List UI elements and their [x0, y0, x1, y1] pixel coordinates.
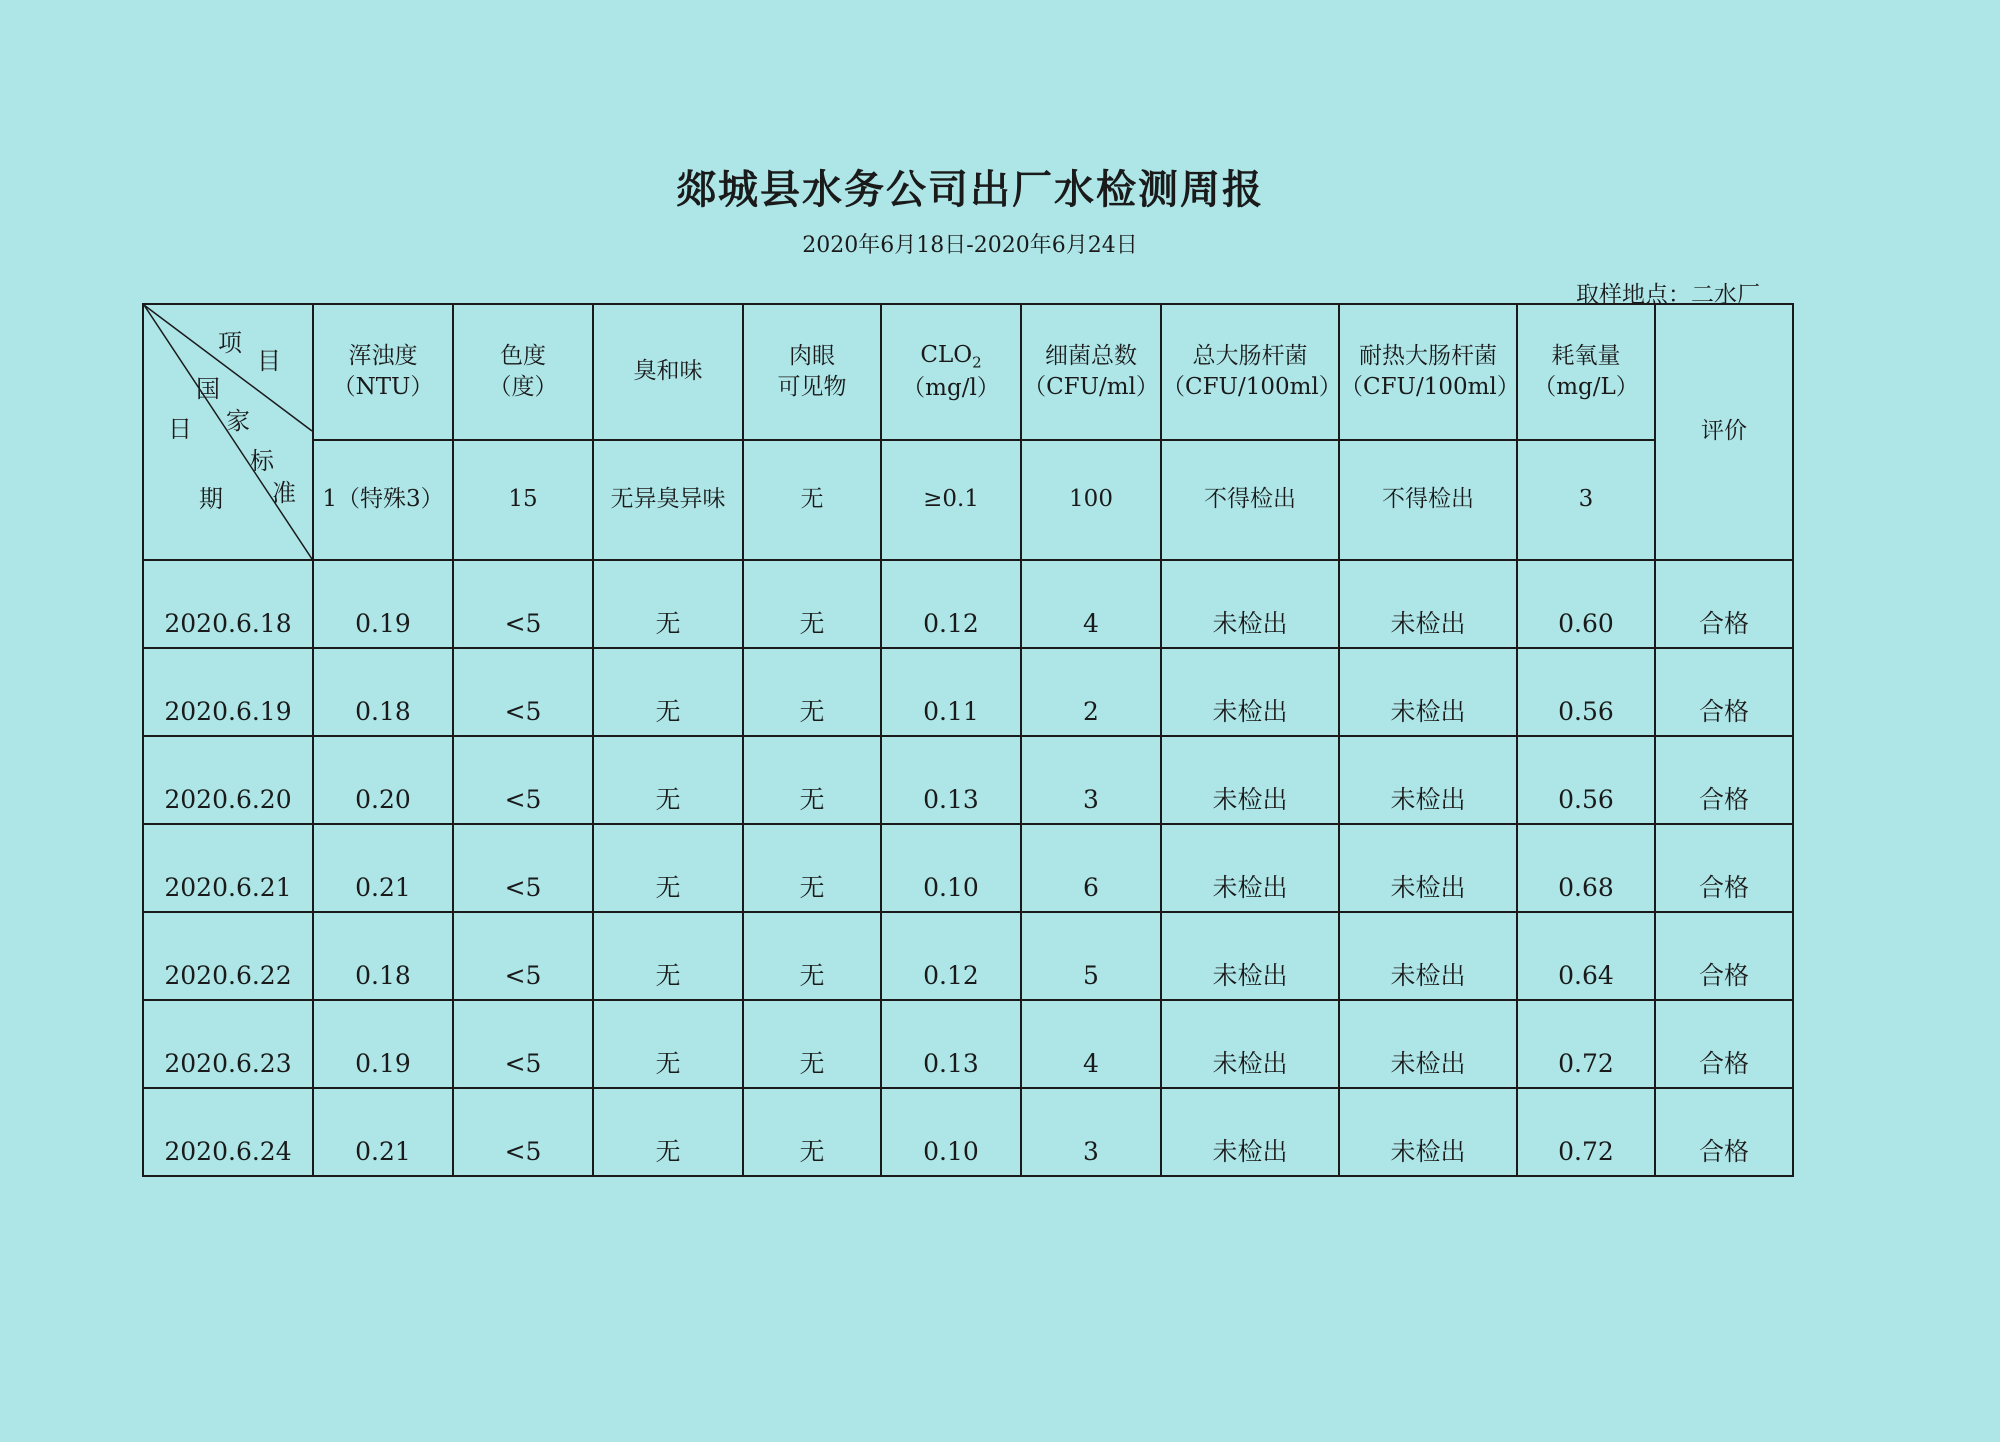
table-row — [143, 912, 1793, 1000]
cell-odor: 无 — [593, 912, 743, 1000]
standard-color: 15 — [453, 440, 593, 560]
standard-coliform: 不得检出 — [1161, 440, 1339, 560]
cell-odor: 无 — [593, 736, 743, 824]
table-row — [143, 824, 1793, 912]
cell-eval: 合格 — [1655, 1000, 1793, 1088]
cell-coliform: 未检出 — [1161, 560, 1339, 648]
corner-std-char-3: 标 — [250, 447, 274, 475]
cell-color: <5 — [453, 912, 593, 1000]
cell-bacteria: 5 — [1021, 912, 1161, 1000]
cell-date: 2020.6.22 — [143, 912, 313, 1000]
cell-eval: 合格 — [1655, 1088, 1793, 1176]
cell-visible: 无 — [743, 648, 881, 736]
header-visible: 肉眼 可见物 — [743, 304, 881, 440]
corner-item-char-2: 目 — [257, 347, 281, 375]
cell-turbidity: 0.21 — [313, 1088, 453, 1176]
water-test-table — [142, 303, 1794, 1177]
cell-turbidity: 0.19 — [313, 560, 453, 648]
corner-std-char-2: 家 — [226, 407, 250, 435]
standard-bacteria: 100 — [1021, 440, 1161, 560]
cell-eval: 合格 — [1655, 736, 1793, 824]
standard-thermo-coliform: 不得检出 — [1339, 440, 1517, 560]
date-range: 2020年6月18日-2020年6月24日 — [802, 233, 1138, 258]
corner-std-char-1: 国 — [196, 375, 220, 403]
cell-visible: 无 — [743, 1088, 881, 1176]
standard-turbidity: 1（特殊3） — [313, 440, 453, 560]
cell-coliform: 未检出 — [1161, 1088, 1339, 1176]
cell-clo2: 0.12 — [881, 560, 1021, 648]
cell-coliform: 未检出 — [1161, 736, 1339, 824]
header-turbidity: 浑浊度 （NTU） — [313, 304, 453, 440]
standard-oxygen: 3 — [1517, 440, 1655, 560]
cell-oxygen: 0.56 — [1517, 648, 1655, 736]
corner-item-char-1: 项 — [218, 329, 242, 357]
cell-odor: 无 — [593, 560, 743, 648]
header-color: 色度 （度） — [453, 304, 593, 440]
cell-color: <5 — [453, 1088, 593, 1176]
cell-thermo-coliform: 未检出 — [1339, 1088, 1517, 1176]
cell-turbidity: 0.18 — [313, 648, 453, 736]
cell-color: <5 — [453, 648, 593, 736]
cell-oxygen: 0.64 — [1517, 912, 1655, 1000]
cell-bacteria: 3 — [1021, 1088, 1161, 1176]
cell-thermo-coliform: 未检出 — [1339, 736, 1517, 824]
cell-bacteria: 4 — [1021, 1000, 1161, 1088]
cell-thermo-coliform: 未检出 — [1339, 648, 1517, 736]
cell-odor: 无 — [593, 824, 743, 912]
corner-header-cell — [143, 304, 313, 560]
cell-clo2: 0.13 — [881, 736, 1021, 824]
cell-eval: 合格 — [1655, 648, 1793, 736]
header-eval: 评价 — [1655, 304, 1793, 560]
cell-coliform: 未检出 — [1161, 1000, 1339, 1088]
cell-bacteria: 4 — [1021, 560, 1161, 648]
sampling-location: 取样地点：二水厂 — [1576, 282, 1760, 308]
report-title: 郯城县水务公司出厂水检测周报 — [676, 167, 1264, 213]
cell-coliform: 未检出 — [1161, 648, 1339, 736]
cell-visible: 无 — [743, 560, 881, 648]
cell-thermo-coliform: 未检出 — [1339, 560, 1517, 648]
cell-oxygen: 0.72 — [1517, 1000, 1655, 1088]
cell-visible: 无 — [743, 1000, 881, 1088]
cell-oxygen: 0.72 — [1517, 1088, 1655, 1176]
cell-odor: 无 — [593, 648, 743, 736]
cell-eval: 合格 — [1655, 824, 1793, 912]
standard-odor: 无异臭异味 — [593, 440, 743, 560]
cell-eval: 合格 — [1655, 560, 1793, 648]
cell-color: <5 — [453, 736, 593, 824]
cell-date: 2020.6.20 — [143, 736, 313, 824]
cell-date: 2020.6.19 — [143, 648, 313, 736]
table-row — [143, 560, 1793, 648]
table-row — [143, 1000, 1793, 1088]
cell-thermo-coliform: 未检出 — [1339, 1000, 1517, 1088]
cell-date: 2020.6.23 — [143, 1000, 313, 1088]
cell-clo2: 0.13 — [881, 1000, 1021, 1088]
cell-bacteria: 6 — [1021, 824, 1161, 912]
cell-oxygen: 0.60 — [1517, 560, 1655, 648]
cell-color: <5 — [453, 824, 593, 912]
cell-clo2: 0.10 — [881, 824, 1021, 912]
cell-visible: 无 — [743, 824, 881, 912]
table-row — [143, 736, 1793, 824]
header-bacteria: 细菌总数 （CFU/ml） — [1021, 304, 1161, 440]
header-clo2: $CLO_2$ （mg/l） — [881, 304, 1021, 440]
header-odor: 臭和味 — [593, 304, 743, 440]
cell-clo2: 0.12 — [881, 912, 1021, 1000]
cell-thermo-coliform: 未检出 — [1339, 824, 1517, 912]
cell-bacteria: 2 — [1021, 648, 1161, 736]
cell-visible: 无 — [743, 912, 881, 1000]
cell-clo2: 0.10 — [881, 1088, 1021, 1176]
cell-color: <5 — [453, 560, 593, 648]
header-thermo-coliform: 耐热大肠杆菌 （CFU/100ml） — [1339, 304, 1517, 440]
corner-std-char-4: 准 — [272, 479, 296, 507]
cell-visible: 无 — [743, 736, 881, 824]
corner-date-char-2: 期 — [199, 485, 223, 513]
cell-clo2: 0.11 — [881, 648, 1021, 736]
cell-date: 2020.6.24 — [143, 1088, 313, 1176]
cell-eval: 合格 — [1655, 912, 1793, 1000]
cell-oxygen: 0.68 — [1517, 824, 1655, 912]
standard-clo2: ≥0.1 — [881, 440, 1021, 560]
cell-bacteria: 3 — [1021, 736, 1161, 824]
header-oxygen: 耗氧量 （mg/L） — [1517, 304, 1655, 440]
cell-coliform: 未检出 — [1161, 824, 1339, 912]
standard-visible: 无 — [743, 440, 881, 560]
cell-oxygen: 0.56 — [1517, 736, 1655, 824]
cell-thermo-coliform: 未检出 — [1339, 912, 1517, 1000]
cell-odor: 无 — [593, 1000, 743, 1088]
cell-date: 2020.6.21 — [143, 824, 313, 912]
cell-turbidity: 0.19 — [313, 1000, 453, 1088]
cell-color: <5 — [453, 1000, 593, 1088]
table-row — [143, 648, 1793, 736]
cell-odor: 无 — [593, 1088, 743, 1176]
header-coliform: 总大肠杆菌 （CFU/100ml） — [1161, 304, 1339, 440]
cell-date: 2020.6.18 — [143, 560, 313, 648]
table-row — [143, 1088, 1793, 1176]
cell-turbidity: 0.20 — [313, 736, 453, 824]
cell-turbidity: 0.21 — [313, 824, 453, 912]
corner-date-char-1: 日 — [168, 415, 192, 443]
cell-turbidity: 0.18 — [313, 912, 453, 1000]
cell-coliform: 未检出 — [1161, 912, 1339, 1000]
